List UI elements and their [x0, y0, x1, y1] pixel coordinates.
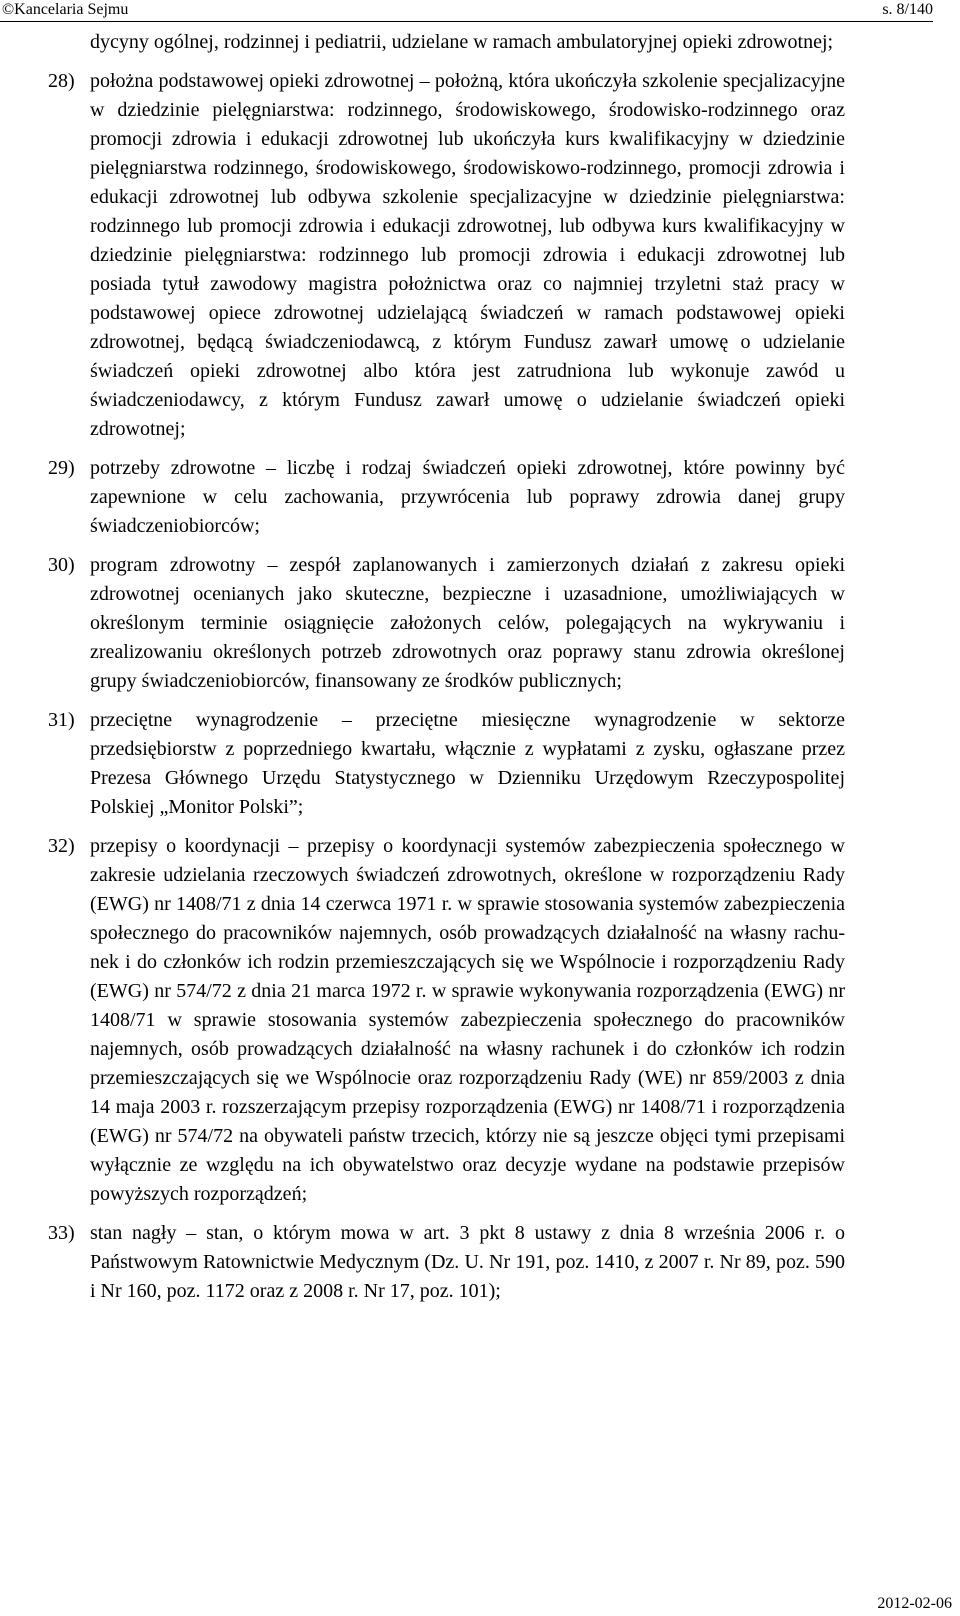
item-text: stan nagły – stan, o którym mowa w art. 3 pkt 8 ustawy z dnia 8 września 2006 r. o Państwowym Ratownictwie Medycznym (Dz. U. Nr 191, poz. 1410, z 2007 r. Nr 89, poz. 590 i Nr 160, poz. 1172 oraz z 2008 r. Nr 17, poz. 101);: [90, 1222, 845, 1302]
item-text: przepisy o koordynacji – przepisy o koordynacji systemów zabezpieczenia społecznego w zakresie udzielania rzeczowych świadczeń zdrowotnych, określone w rozporządzeniu Rady (EWG) nr 1408/71 z dnia 14 czerwca 1971 r. w sprawie stosowania systemów zabezpieczenia społecznego do pracowników najemnych, osób prowadzących działalność na własny rachunek i do członków ich rodzin przemieszczających się we Wspólnocie i rozporządzeniu Rady (EWG) nr 574/72 z dnia 21 marca 1972 r. w sprawie wykonywania rozporządzenia (EWG) nr 1408/71 w sprawie stosowania systemów zabezpieczenia społecznego do pracowników najemnych, osób prowadzących działalność na własny rachunek i do członków ich rodzin przemieszczających się we Wspólnocie oraz rozporządzeniu Rady (WE) nr 859/2003 z dnia 14 maja 2003 r. rozszerzającym przepisy rozporządzenia (EWG) nr 1408/71 i rozporządzenia (EWG) nr 574/72 na obywateli państw trzecich, którzy nie są jeszcze objęci tymi przepisami wyłącznie ze względu na ich obywatelstwo oraz decyzje wydane na podstawie przepisów powyższych rozporządzeń;: [90, 835, 845, 1205]
item-text: potrzeby zdrowotne – liczbę i rodzaj świadczeń opieki zdrowotnej, które powinny być zapewnione w celu zachowania, przywrócenia lub poprawy zdrowia danej grupy świadczeniobiorców;: [90, 457, 845, 537]
definition-item-31: [0, 706, 845, 822]
continued-paragraph: dycyny ogólnej, rodzinnej i pediatrii, udzielane w ramach ambulatoryjnej opieki zdrowotnej;: [90, 31, 834, 53]
document-body: [0, 28, 933, 1306]
definition-item-29: [0, 454, 845, 541]
item-text: program zdrowotny – zespół zaplanowanych i zamierzonych działań z zakresu opieki zdrowotnej ocenianych jako skuteczne, bezpieczne i uzasadnione, umożliwiających w określonym terminie osiągnięcie założonych celów, polegających na wykrywaniu i zrealizowaniu określonych potrzeb zdrowotnych oraz poprawy stanu zdrowia określonej grupy świadczeniobiorców, finansowany ze środków publicznych;: [90, 554, 845, 692]
item-number: 32): [48, 835, 75, 857]
definition-item-32: [0, 832, 845, 1209]
definition-item-33: [0, 1219, 845, 1306]
item-text: położna podstawowej opieki zdrowotnej – położną, która ukończyła szkolenie specjalizacyjne w dziedzinie pielęgniarstwa: rodzinnego, środowiskowego, środowisko-rodzinnego oraz promocji zdrowia i edukacji zdrowotnej lub ukończyła kurs kwalifikacyjny w dziedzinie pielęgniarstwa rodzinnego, środowiskowego, środowiskowo-rodzinnego, promocji zdrowia i edukacji zdrowotnej lub odbywa szkolenie specjalizacyjne w dziedzinie pielęgniarstwa: rodzinnego lub promocji zdrowia i edukacji zdrowotnej, lub odbywa kurs kwalifikacyjny w dziedzinie pielęgniarstwa: rodzinnego lub promocji zdrowia i edukacji zdrowotnej lub posiada tytuł zawodowy magistra położnictwa oraz co najmniej trzyletni staż pracy w podstawowej opiece zdrowotnej udzielającą świadczeń w ramach podstawowej opieki zdrowotnej, będącą świadczeniodawcą, z którym Fundusz zawarł umowę o udzielanie świadczeń opieki zdrowotnej albo która jest zatrudniona lub wykonuje zawód u świadczeniodawcy, z którym Fundusz zawarł umowę o udzielanie świadczeń opieki zdrowotnej;: [90, 70, 845, 440]
definition-item-30: [0, 551, 845, 696]
page-number: s. 8/140: [882, 1, 933, 18]
item-number: 28): [48, 70, 75, 92]
page-footer-date: 2012-02-06: [877, 1595, 952, 1612]
item-text: przeciętne wynagrodzenie – przeciętne miesięczne wynagrodzenie w sektorze przedsiębiorstw z poprzedniego kwartału, włącznie z wypłatami z zysku, ogłaszane przez Prezesa Głównego Urzędu Statystycznego w Dzienniku Urzędowym Rzeczypospolitej Polskiej „Monitor Polski”;: [90, 709, 845, 818]
item-number: 30): [48, 554, 75, 576]
definition-item-28: [0, 67, 845, 444]
item-number: 33): [48, 1222, 75, 1244]
copyright-label: ©Kancelaria Sejmu: [2, 1, 129, 18]
item-number: 31): [48, 709, 75, 731]
item-number: 29): [48, 457, 75, 479]
page-header: [0, 0, 933, 22]
